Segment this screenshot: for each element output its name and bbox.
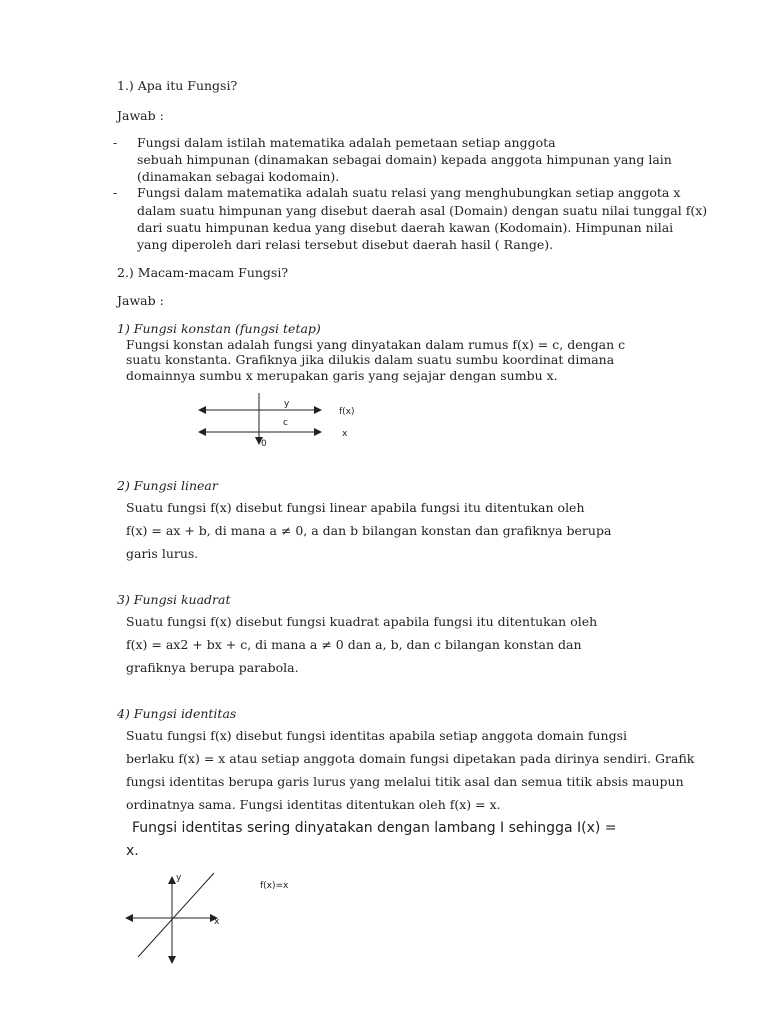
q1-item1-line2: sebuah himpunan (dinamakan sebagai domain) kepada anggota himpunan yang lain <box>137 152 672 167</box>
identitas-line3: fungsi identitas berupa garis lurus yang melalui titik asal dan semua titik absis maupun <box>126 774 684 789</box>
q1-item2-line1: Fungsi dalam matematika adalah suatu relasi yang menghubungkan setiap anggota x <box>137 185 681 200</box>
q1-item1-line1: Fungsi dalam istilah matematika adalah pemetaan setiap anggota <box>137 135 556 150</box>
konstan-y-label: y <box>284 399 290 409</box>
konstan-line3: domainnya sumbu x merupakan garis yang sejajar dengan sumbu x. <box>126 368 558 383</box>
konstan-heading: 1) Fungsi konstan (fungsi tetap) <box>117 321 321 336</box>
linear-line3: garis lurus. <box>126 546 199 561</box>
identitas-note-line2: x. <box>126 843 139 859</box>
identitas-heading: 4) Fungsi identitas <box>117 706 237 721</box>
kuadrat-line2: f(x) = ax2 + bx + c, di mana a ≠ 0 dan a, b, dan c bilangan konstan dan <box>126 637 582 652</box>
identitas-line2: berlaku f(x) = x atau setiap anggota domain fungsi dipetakan pada dirinya sendiri. Grafik <box>126 751 695 766</box>
bullet-1: - <box>113 135 118 150</box>
answer-label-1: Jawab : <box>117 108 164 123</box>
question-2: 2.) Macam-macam Fungsi? <box>117 265 289 280</box>
identitas-fx-label: f(x)=x <box>260 881 289 891</box>
linear-line1: Suatu fungsi f(x) disebut fungsi linear apabila fungsi itu ditentukan oleh <box>126 500 585 515</box>
identitas-line4: ordinatnya sama. Fungsi identitas ditentukan oleh f(x) = x. <box>126 797 501 812</box>
question-1: 1.) Apa itu Fungsi? <box>117 78 238 93</box>
kuadrat-heading: 3) Fungsi kuadrat <box>117 592 231 607</box>
konstan-line2: suatu konstanta. Grafiknya jika dilukis dalam suatu sumbu koordinat dimana <box>126 352 615 367</box>
linear-line2: f(x) = ax + b, di mana a ≠ 0, a dan b bilangan konstan dan grafiknya berupa <box>126 523 612 538</box>
bullet-2: - <box>113 185 118 200</box>
identitas-x-label: x <box>214 917 220 927</box>
konstan-origin-label: 0 <box>261 439 267 449</box>
q1-item1-line3: (dinamakan sebagai kodomain). <box>137 169 340 184</box>
identitas-line1: Suatu fungsi f(x) disebut fungsi identitas apabila setiap anggota domain fungsi <box>126 728 628 743</box>
q1-item2-line2: dalam suatu himpunan yang disebut daerah asal (Domain) dengan suatu nilai tunggal f(x) <box>137 203 708 218</box>
q1-item2-line3: dari suatu himpunan kedua yang disebut daerah kawan (Kodomain). Himpunan nilai <box>137 220 674 235</box>
identitas-note-line1: Fungsi identitas sering dinyatakan dengan lambang I sehingga I(x) = <box>132 820 617 836</box>
answer-label-2: Jawab : <box>117 293 164 308</box>
identitas-y-label: y <box>176 873 182 883</box>
konstan-fx-label: f(x) <box>339 407 355 417</box>
q1-item2-line4: yang diperoleh dari relasi tersebut disebut daerah hasil ( Range). <box>137 237 554 252</box>
konstan-c-label: c <box>283 418 288 428</box>
konstan-x-label: x <box>342 429 348 439</box>
konstan-line1: Fungsi konstan adalah fungsi yang dinyatakan dalam rumus f(x) = c, dengan c <box>126 337 626 352</box>
linear-heading: 2) Fungsi linear <box>117 478 218 493</box>
kuadrat-line3: grafiknya berupa parabola. <box>126 660 299 675</box>
identitas-graph <box>129 873 214 960</box>
kuadrat-line1: Suatu fungsi f(x) disebut fungsi kuadrat apabila fungsi itu ditentukan oleh <box>126 614 598 629</box>
